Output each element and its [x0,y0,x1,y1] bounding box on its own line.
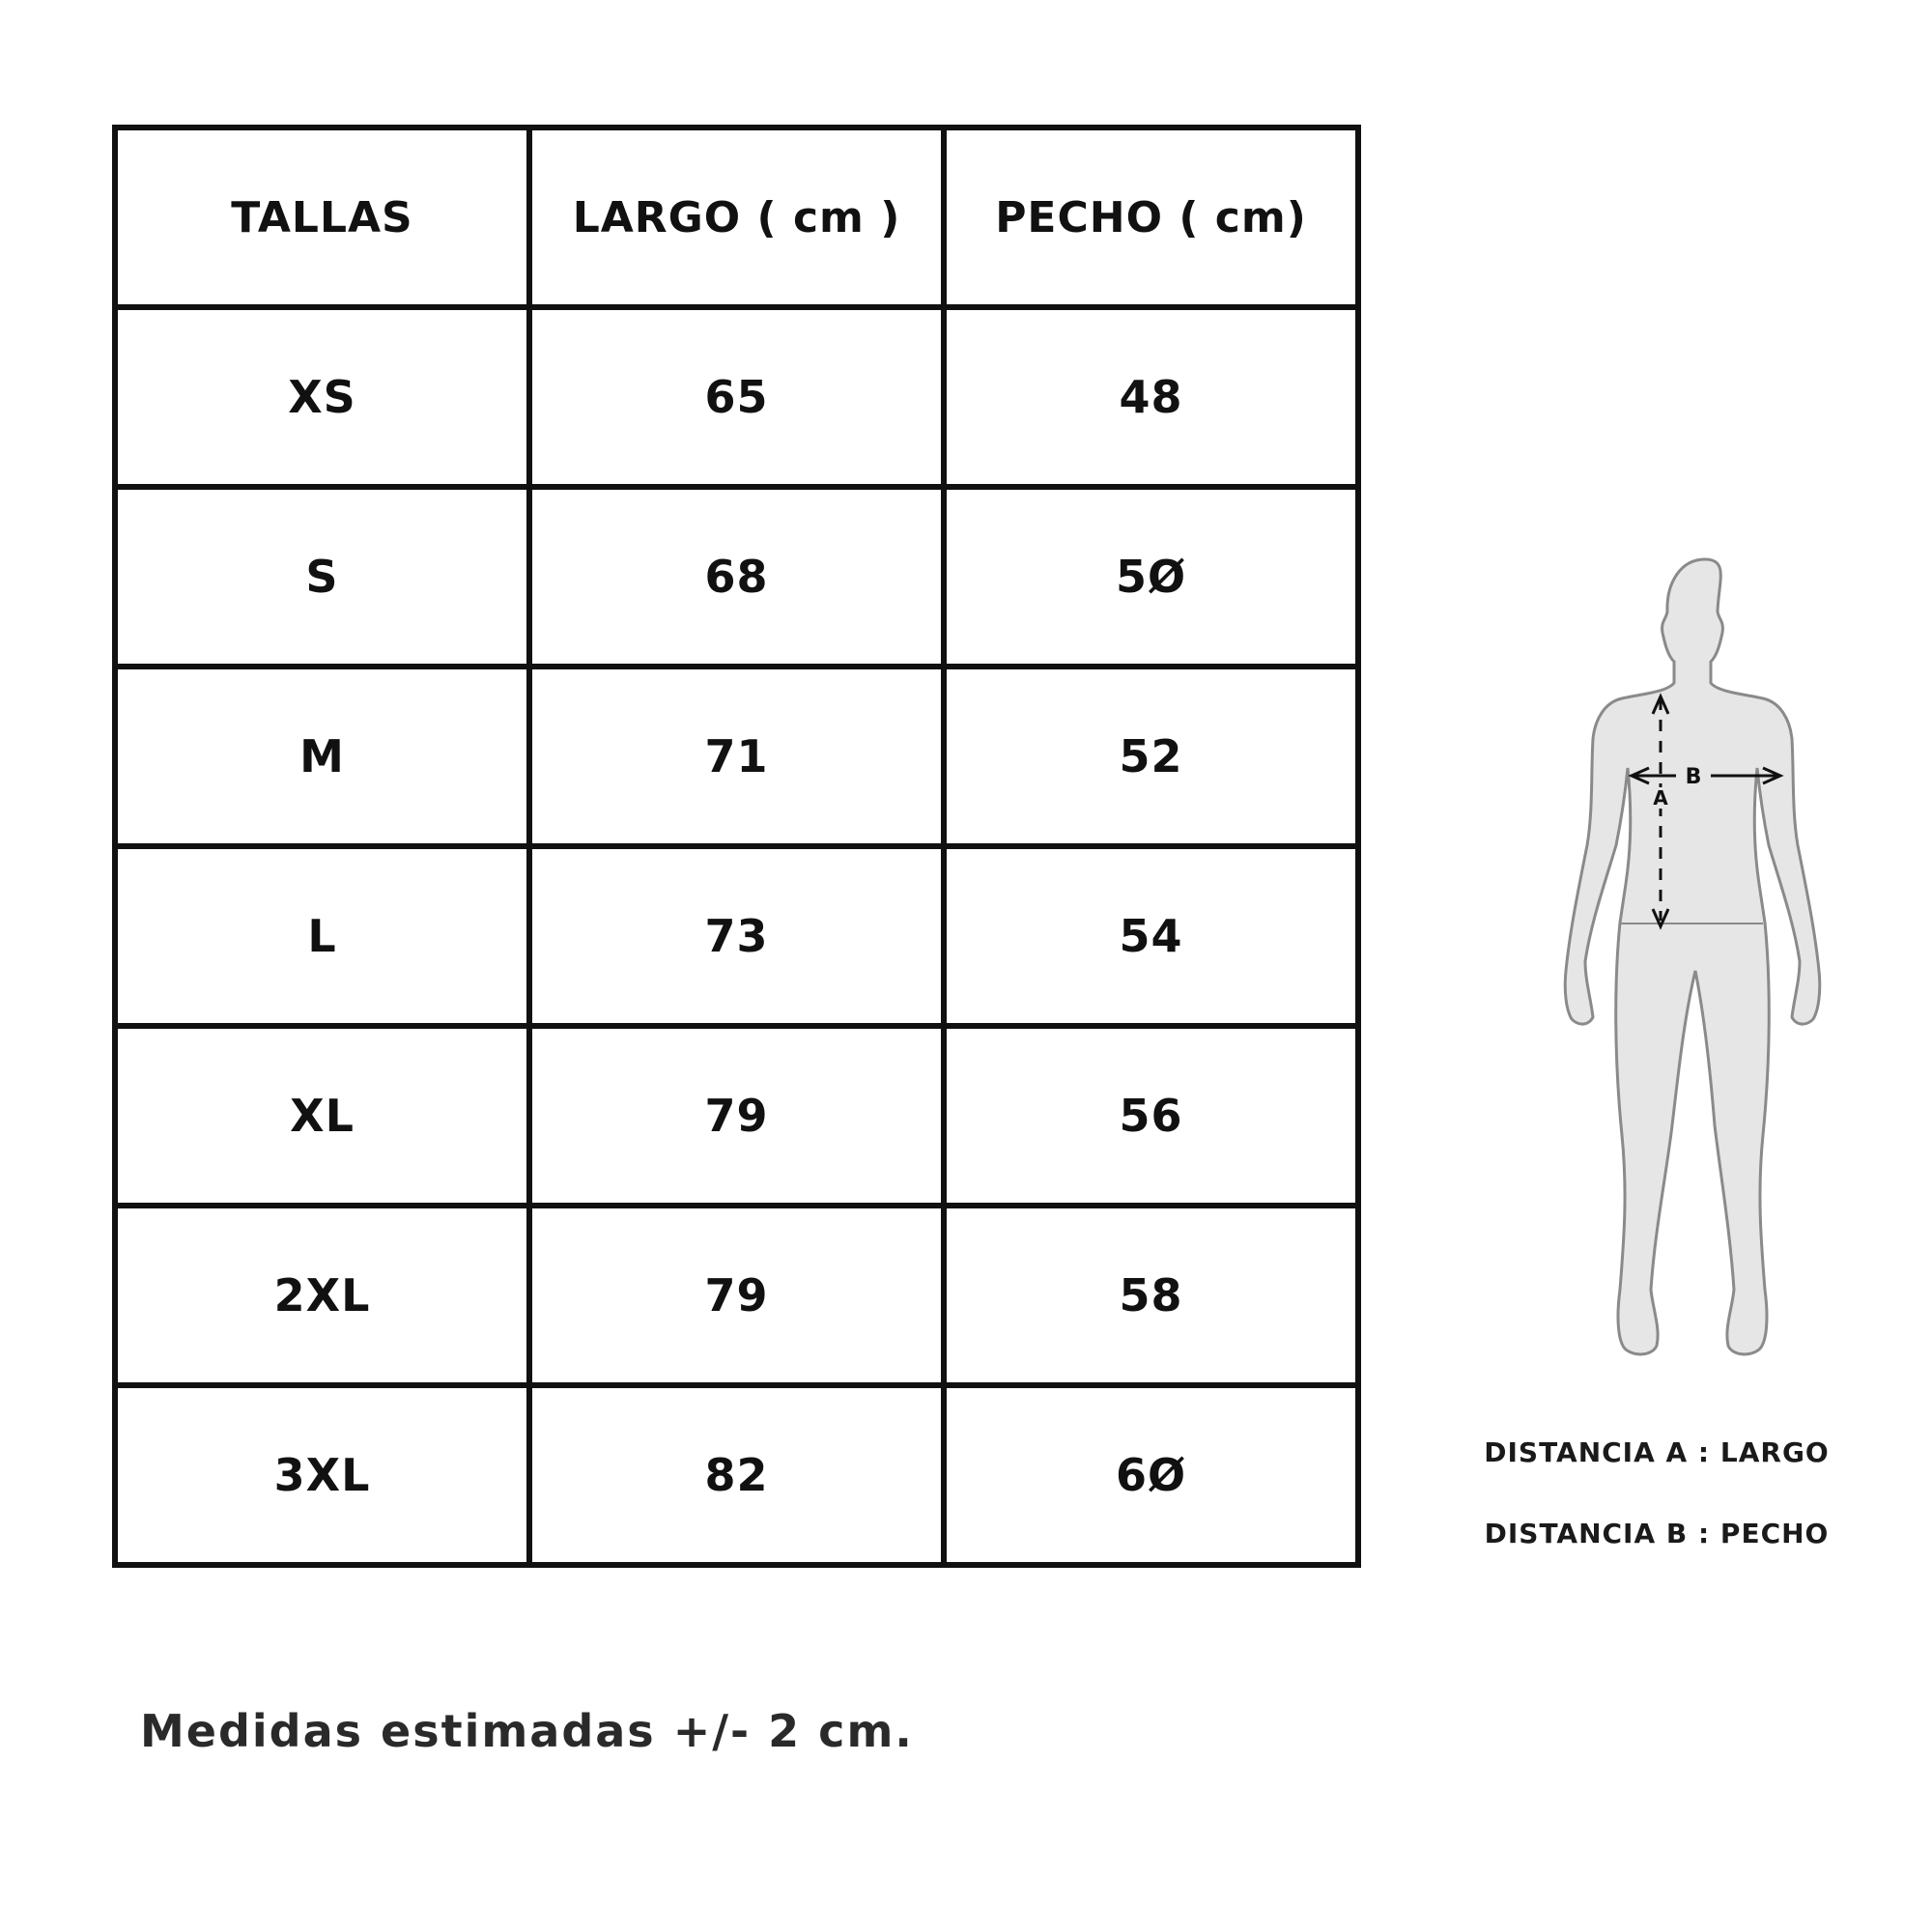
chest-cell: 58 [944,1206,1358,1385]
chest-cell: 48 [944,307,1358,487]
chest-cell: 54 [944,846,1358,1026]
size-cell: 2XL [115,1206,529,1385]
label-b: B [1685,765,1702,789]
body-outline [1565,559,1820,1354]
size-cell: 3XL [115,1385,529,1565]
length-cell: 82 [529,1385,944,1565]
measurement-note: Medidas estimadas +/- 2 cm. [140,1705,914,1757]
table-row [115,1385,1358,1565]
chest-cell: 56 [944,1026,1358,1206]
label-a: A [1653,786,1668,810]
length-cell: 73 [529,846,944,1026]
table-row [115,1026,1358,1206]
size-cell: XS [115,307,529,487]
size-cell: M [115,667,529,846]
legend-distance-a: DISTANCIA A : LARGO [1484,1436,1830,1468]
table-row [115,667,1358,846]
header-tallas: TALLAS [115,128,529,307]
table-row [115,1206,1358,1385]
length-cell: 65 [529,307,944,487]
header-largo: LARGO ( cm ) [529,128,944,307]
size-cell: XL [115,1026,529,1206]
table-row [115,846,1358,1026]
legend-distance-b: DISTANCIA B : PECHO [1484,1518,1830,1549]
table-row [115,487,1358,667]
chest-cell: 6Ø [944,1385,1358,1565]
length-cell: 71 [529,667,944,846]
chest-cell: 52 [944,667,1358,846]
length-cell: 79 [529,1206,944,1385]
size-cell: S [115,487,529,667]
length-cell: 79 [529,1026,944,1206]
table-row [115,307,1358,487]
chest-cell: 5Ø [944,487,1358,667]
table-header-row [115,128,1358,307]
length-cell: 68 [529,487,944,667]
size-cell: L [115,846,529,1026]
human-silhouette-icon [1521,555,1840,1386]
header-pecho: PECHO ( cm) [944,128,1358,307]
size-chart-table [112,125,1361,1568]
body-measurement-figure [1521,555,1840,1386]
